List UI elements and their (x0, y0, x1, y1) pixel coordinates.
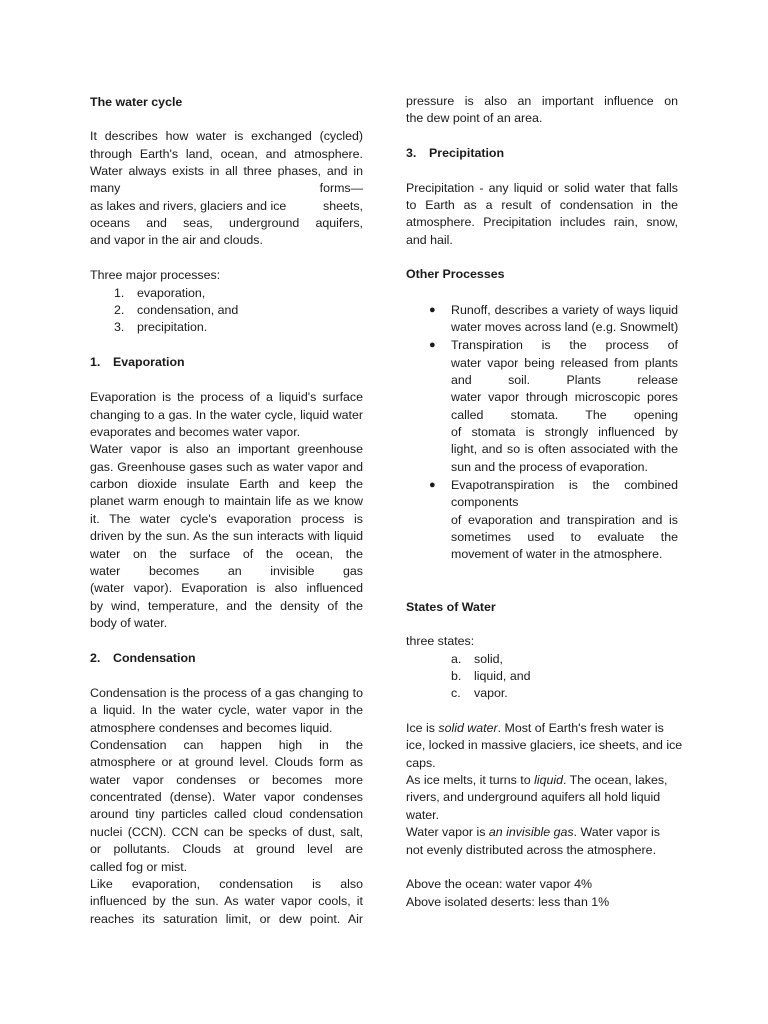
ice-line: ice, locked in massive glaciers, ice sheets, and ice (406, 738, 683, 752)
intro-line: oceans and seas, underground aquifers, (90, 216, 363, 230)
evaporation-line: Evaporation is the process of a liquid's surface (90, 390, 363, 404)
evaporation-line: planet warm enough to maintain life as we know (90, 494, 363, 508)
evaporation-line: driven by the sun. As the sun interacts with liquid (90, 529, 363, 543)
intro-line (90, 180, 363, 197)
intro-line: through Earth's land, ocean, and atmosphere. (90, 147, 363, 161)
transpiration-line: light, and so is often associated with the (451, 442, 678, 456)
section-title: Condensation (113, 651, 196, 665)
evapotranspiration-line: components (451, 495, 519, 509)
page-title: The water cycle (90, 95, 183, 109)
evaporation-line: gas. Greenhouse gases such as water vapor and (90, 460, 363, 474)
text-run: Water vapor is (406, 825, 489, 839)
runoff-line: water moves across land (e.g. Snowmelt) (451, 320, 679, 334)
evapotranspiration-line: sometimes used to evaluate the (451, 530, 678, 544)
condensation-line: nuclei (CCN). CCN can be specks of dust, salt, (90, 825, 363, 839)
other-processes-heading: Other Processes (406, 267, 505, 281)
list-text: vapor. (474, 686, 508, 700)
condensation-line: a liquid. In the water cycle, water vapor in the (90, 703, 363, 717)
evapotranspiration-line: of evaporation and transpiration and is (451, 513, 678, 527)
precipitation-line: and hail. (406, 233, 453, 247)
list-number: 3. (114, 320, 125, 334)
precipitation-line: Precipitation - any liquid or solid water that falls (406, 181, 678, 195)
text-run: As ice melts, it turns to (406, 773, 535, 787)
condensation-line: Like evaporation, condensation is also (90, 877, 363, 891)
emphasis-text: an invisible gas (488, 825, 574, 839)
ice-line (406, 720, 678, 737)
transpiration-line: of stomata is strongly influenced by (451, 425, 678, 439)
precipitation-line: atmosphere. Precipitation includes rain, snow, (406, 215, 678, 229)
intro-line: Water always exists in all three phases, and in (90, 164, 363, 178)
list-number: 1. (114, 286, 125, 300)
intro-word: forms— (319, 181, 363, 195)
ice-line: caps. (406, 756, 436, 770)
intro-word: many (90, 181, 121, 195)
text-run: . Most of Earth's fresh water is (497, 721, 664, 735)
text-run: Ice is (406, 721, 439, 735)
section-number: 1. (90, 355, 101, 369)
evaporation-line: carbon dioxide insulate Earth and keep the (90, 477, 363, 491)
intro-line: It describes how water is exchanged (cycled) (90, 129, 363, 143)
list-letter: c. (451, 686, 461, 700)
emphasis-text: liquid (534, 773, 564, 787)
states-intro: three states: (406, 634, 475, 648)
evaporation-line: body of water. (90, 616, 168, 630)
evaporation-line: changing to a gas. In the water cycle, liquid water (90, 408, 363, 422)
transpiration-line: water vapor through microscopic pores (451, 390, 678, 404)
list-text: solid, (474, 652, 503, 666)
evaporation-line: water on the surface of the ocean, the (90, 547, 363, 561)
condensation-line: Condensation is the process of a gas changing to (90, 686, 363, 700)
text-run: . The ocean, lakes, (563, 773, 668, 787)
evaporation-line: water becomes an invisible gas (90, 564, 363, 578)
evaporation-line: it. The water cycle's evaporation process is (90, 512, 363, 526)
condensation-cont-line: pressure is also an important influence on (406, 94, 678, 108)
section-title: Evaporation (113, 355, 185, 369)
evapotranspiration-line: Evapotranspiration is the combined (451, 478, 678, 492)
vapor-line: not evenly distributed across the atmosphere. (406, 843, 657, 857)
ocean-vapor-stat: Above the ocean: water vapor 4% (406, 877, 592, 891)
condensation-line: Condensation can happen high in the (90, 738, 363, 752)
list-text: precipitation. (137, 320, 208, 334)
bullet-icon: ● (429, 304, 436, 316)
transpiration-line: and soil. Plants release (451, 373, 678, 387)
condensation-line: concentrated (dense). Water vapor condenses (90, 790, 363, 804)
bullet-icon: ● (429, 339, 436, 351)
melt-line: rivers, and underground aquifers all hold liquid (406, 790, 661, 804)
list-letter: b. (451, 669, 462, 683)
processes-heading: Three major processes: (90, 268, 221, 282)
list-text: liquid, and (474, 669, 531, 683)
runoff-line: Runoff, describes a variety of ways liquid (451, 303, 678, 317)
transpiration-line: called stomata. The opening (451, 408, 678, 422)
evaporation-line: evaporates and becomes water vapor. (90, 425, 301, 439)
section-number: 3. (406, 146, 417, 160)
melt-line (406, 772, 678, 789)
intro-line (90, 198, 363, 215)
intro-line: and vapor in the air and clouds. (90, 233, 263, 247)
condensation-line: around tiny particles called cloud condensation (90, 807, 363, 821)
evaporation-line: Water vapor is also an important greenhouse (90, 442, 363, 456)
condensation-cont-line: the dew point of an area. (406, 111, 543, 125)
condensation-line: atmosphere condenses and becomes liquid. (90, 721, 333, 735)
condensation-line: water vapor condenses or becomes more (90, 773, 363, 787)
melt-line: water. (406, 808, 440, 822)
condensation-line: called fog or mist. (90, 860, 188, 874)
vapor-line (406, 824, 678, 841)
list-text: evaporation, (137, 286, 206, 300)
desert-vapor-stat: Above isolated deserts: less than 1% (406, 895, 610, 909)
evaporation-line: (water vapor). Evaporation is also influenced (90, 581, 363, 595)
emphasis-text: solid water (438, 721, 498, 735)
transpiration-line: Transpiration is the process of (451, 338, 678, 352)
list-number: 2. (114, 303, 125, 317)
condensation-line: influenced by the sun. As water vapor cools, it (90, 894, 363, 908)
list-letter: a. (451, 652, 462, 666)
evapotranspiration-line: movement of water in the atmosphere. (451, 547, 663, 561)
transpiration-line: sun and the process of evaporation. (451, 460, 649, 474)
intro-word: sheets, (323, 199, 363, 213)
condensation-line: or pollutants. Clouds at ground level are (90, 842, 363, 856)
condensation-line: atmosphere or at ground level. Clouds form as (90, 755, 363, 769)
states-heading: States of Water (406, 600, 496, 614)
text-run: . Water vapor is (573, 825, 660, 839)
section-number: 2. (90, 651, 101, 665)
list-text: condensation, and (137, 303, 239, 317)
bullet-icon: ● (429, 479, 436, 491)
condensation-line: reaches its saturation limit, or dew point. Air (90, 912, 363, 926)
precipitation-line: to Earth as a result of condensation in the (406, 198, 678, 212)
intro-word: as lakes and rivers, glaciers and ice (90, 199, 287, 213)
transpiration-line: water vapor being released from plants (451, 356, 678, 370)
section-title: Precipitation (429, 146, 505, 160)
evaporation-line: by wind, temperature, and the density of the (90, 599, 363, 613)
